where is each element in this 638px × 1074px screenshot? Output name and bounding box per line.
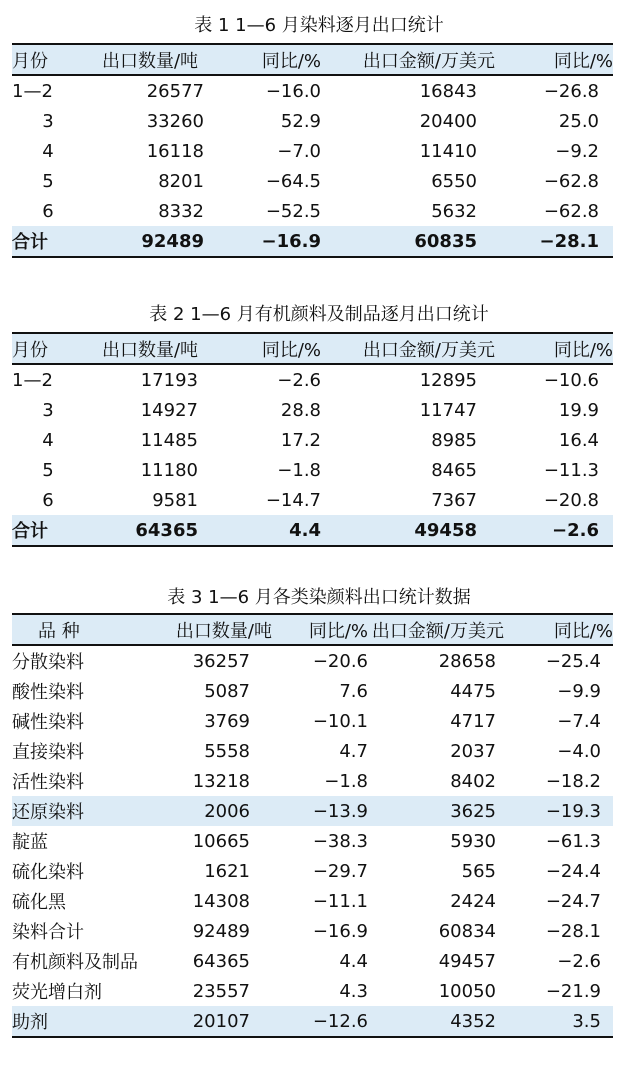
cell: 14308 [192, 890, 250, 912]
cell: 8402 [450, 770, 496, 792]
total-row [12, 226, 613, 257]
cell: −52.5 [265, 200, 321, 222]
cell: −10.6 [543, 369, 599, 391]
cell: 52.9 [280, 110, 321, 132]
table-row [12, 485, 613, 515]
cell: 19.9 [558, 399, 599, 421]
table-row [12, 976, 613, 1006]
table1-header-row [12, 44, 613, 75]
cell: 合计 [12, 515, 84, 546]
table-row [12, 106, 613, 136]
cell: 60834 [438, 920, 496, 942]
cell: −1.8 [324, 770, 368, 792]
cell: 4.4 [339, 950, 368, 972]
cell: 直接染料 [12, 742, 84, 763]
column-header: 同比/% [272, 614, 368, 645]
cell: −16.9 [312, 920, 368, 942]
cell: 20400 [419, 110, 477, 132]
cell: 3.5 [504, 1006, 613, 1037]
cell: 硫化染料 [12, 862, 84, 883]
cell: 分散染料 [12, 652, 84, 673]
cell: −20.6 [312, 650, 368, 672]
cell: 8465 [431, 459, 477, 481]
cell: 10050 [438, 980, 496, 1002]
cell: 16843 [419, 80, 477, 102]
cell: 1—2 [12, 369, 53, 391]
table-row [12, 766, 613, 796]
column-header: 出口数量/吨 [84, 44, 216, 75]
cell: 9581 [152, 489, 198, 511]
table-row [12, 645, 613, 676]
table-row [12, 166, 613, 196]
cell: −9.9 [557, 680, 601, 702]
cell: 4.7 [339, 740, 368, 762]
cell: −18.2 [545, 770, 601, 792]
cell: −4.0 [557, 740, 601, 762]
table2-title: 表 2 1—6 月有机颜料及制品逐月出口统计 [149, 304, 489, 325]
cell: 23557 [192, 980, 250, 1002]
cell: 64365 [84, 515, 216, 546]
cell: 16118 [146, 140, 204, 162]
cell: −2.6 [277, 369, 321, 391]
cell: −38.3 [312, 830, 368, 852]
cell: 合计 [12, 226, 84, 257]
cell: −16.9 [216, 226, 321, 257]
cell: 6 [42, 489, 54, 511]
cell: 7367 [431, 489, 477, 511]
cell: 4475 [450, 680, 496, 702]
column-header: 出口金额/万美元 [321, 333, 495, 364]
cell: −28.1 [545, 920, 601, 942]
cell: 1—2 [12, 80, 53, 102]
cell: −13.9 [312, 800, 368, 822]
cell: −20.8 [543, 489, 599, 511]
table-row [12, 136, 613, 166]
table3-header-row [12, 614, 613, 645]
cell: 16.4 [558, 429, 599, 451]
column-header: 出口数量/吨 [162, 614, 272, 645]
cell: −21.9 [545, 980, 601, 1002]
cell: 13218 [192, 770, 250, 792]
cell: 3625 [450, 800, 496, 822]
cell: 6 [42, 200, 54, 222]
cell: −1.8 [277, 459, 321, 481]
cell: 64365 [192, 950, 250, 972]
cell: 4352 [368, 1006, 504, 1037]
cell: 5 [42, 459, 54, 481]
cell: 4717 [450, 710, 496, 732]
cell: −11.1 [312, 890, 368, 912]
cell: 11180 [140, 459, 198, 481]
table-row [12, 856, 613, 886]
cell: −25.4 [545, 650, 601, 672]
cell: 7.6 [339, 680, 368, 702]
table-row [12, 455, 613, 485]
table-row [12, 886, 613, 916]
cell: −62.8 [543, 170, 599, 192]
column-header: 同比/% [504, 614, 613, 645]
cell: 565 [461, 860, 496, 882]
table3-title: 表 3 1—6 月各类染颜料出口统计数据 [167, 587, 471, 608]
cell: 36257 [192, 650, 250, 672]
table-row-highlighted [12, 796, 613, 826]
table2 [12, 332, 613, 547]
table-row [12, 196, 613, 226]
cell: −29.7 [312, 860, 368, 882]
cell: −10.1 [312, 710, 368, 732]
column-header: 出口数量/吨 [84, 333, 216, 364]
cell: 60835 [321, 226, 495, 257]
cell: 6550 [431, 170, 477, 192]
table-row [12, 425, 613, 455]
cell: 染料合计 [12, 922, 84, 943]
cell: 28658 [438, 650, 496, 672]
table-row [12, 826, 613, 856]
table1-title: 表 1 1—6 月染料逐月出口统计 [194, 15, 444, 36]
cell: −14.7 [265, 489, 321, 511]
cell: −64.5 [265, 170, 321, 192]
cell: 5 [42, 170, 54, 192]
cell: 1621 [204, 860, 250, 882]
table-row [12, 395, 613, 425]
cell: 14927 [140, 399, 198, 421]
table-row [12, 946, 613, 976]
cell: 5558 [204, 740, 250, 762]
cell: 3 [42, 110, 54, 132]
cell: 2006 [204, 800, 250, 822]
cell: 荧光增白剂 [12, 982, 102, 1003]
cell: −24.7 [545, 890, 601, 912]
cell: −11.3 [543, 459, 599, 481]
cell: −19.3 [545, 800, 601, 822]
cell: −2.6 [495, 515, 613, 546]
cell: −16.0 [265, 80, 321, 102]
cell: −24.4 [545, 860, 601, 882]
column-header: 同比/% [216, 44, 321, 75]
cell: 8332 [158, 200, 204, 222]
cell: 酸性染料 [12, 682, 84, 703]
cell: 5632 [431, 200, 477, 222]
cell: −28.1 [495, 226, 613, 257]
cell: 4 [42, 140, 54, 162]
cell: −61.3 [545, 830, 601, 852]
cell: 5930 [450, 830, 496, 852]
table1 [12, 43, 613, 258]
table3 [12, 613, 613, 1038]
table-row [12, 75, 613, 106]
column-header: 同比/% [495, 333, 613, 364]
cell: 还原染料 [12, 802, 84, 823]
cell: 3769 [204, 710, 250, 732]
column-header: 月份 [12, 44, 84, 75]
cell: −9.2 [555, 140, 599, 162]
column-header: 出口金额/万美元 [321, 44, 495, 75]
cell: 有机颜料及制品 [12, 952, 138, 973]
table2-header-row [12, 333, 613, 364]
column-header: 同比/% [495, 44, 613, 75]
table-row [12, 916, 613, 946]
cell: 12895 [419, 369, 477, 391]
cell: 17193 [140, 369, 198, 391]
column-header: 月份 [12, 333, 84, 364]
cell: 26577 [146, 80, 204, 102]
cell: 5087 [204, 680, 250, 702]
cell: 92489 [84, 226, 216, 257]
cell: −26.8 [543, 80, 599, 102]
cell: 20107 [162, 1006, 272, 1037]
table-row [12, 736, 613, 766]
table-row [12, 364, 613, 395]
total-row [12, 515, 613, 546]
cell: −2.6 [557, 950, 601, 972]
cell: 11485 [140, 429, 198, 451]
cell: 11747 [419, 399, 477, 421]
cell: 11410 [419, 140, 477, 162]
cell: 硫化黑 [12, 892, 66, 913]
cell: 助剂 [12, 1006, 162, 1037]
cell: −7.4 [557, 710, 601, 732]
cell: 49457 [438, 950, 496, 972]
cell: 10665 [192, 830, 250, 852]
cell: −12.6 [272, 1006, 368, 1037]
cell: 8201 [158, 170, 204, 192]
cell: 8985 [431, 429, 477, 451]
cell: 活性染料 [12, 772, 84, 793]
cell: −62.8 [543, 200, 599, 222]
cell: 3 [42, 399, 54, 421]
cell: 33260 [146, 110, 204, 132]
cell: 25.0 [558, 110, 599, 132]
column-header: 出口金额/万美元 [368, 614, 504, 645]
cell: 92489 [192, 920, 250, 942]
table-row [12, 676, 613, 706]
column-header: 品 种 [12, 614, 162, 645]
cell: 靛蓝 [12, 832, 48, 853]
cell: 2424 [450, 890, 496, 912]
column-header: 同比/% [216, 333, 321, 364]
cell: −7.0 [277, 140, 321, 162]
cell: 28.8 [280, 399, 321, 421]
table-row [12, 706, 613, 736]
cell: 17.2 [280, 429, 321, 451]
cell: 2037 [450, 740, 496, 762]
cell: 4 [42, 429, 54, 451]
cell: 4.4 [216, 515, 321, 546]
cell: 49458 [321, 515, 495, 546]
cell: 碱性染料 [12, 712, 84, 733]
cell: 4.3 [339, 980, 368, 1002]
table-row-highlighted [12, 1006, 613, 1037]
